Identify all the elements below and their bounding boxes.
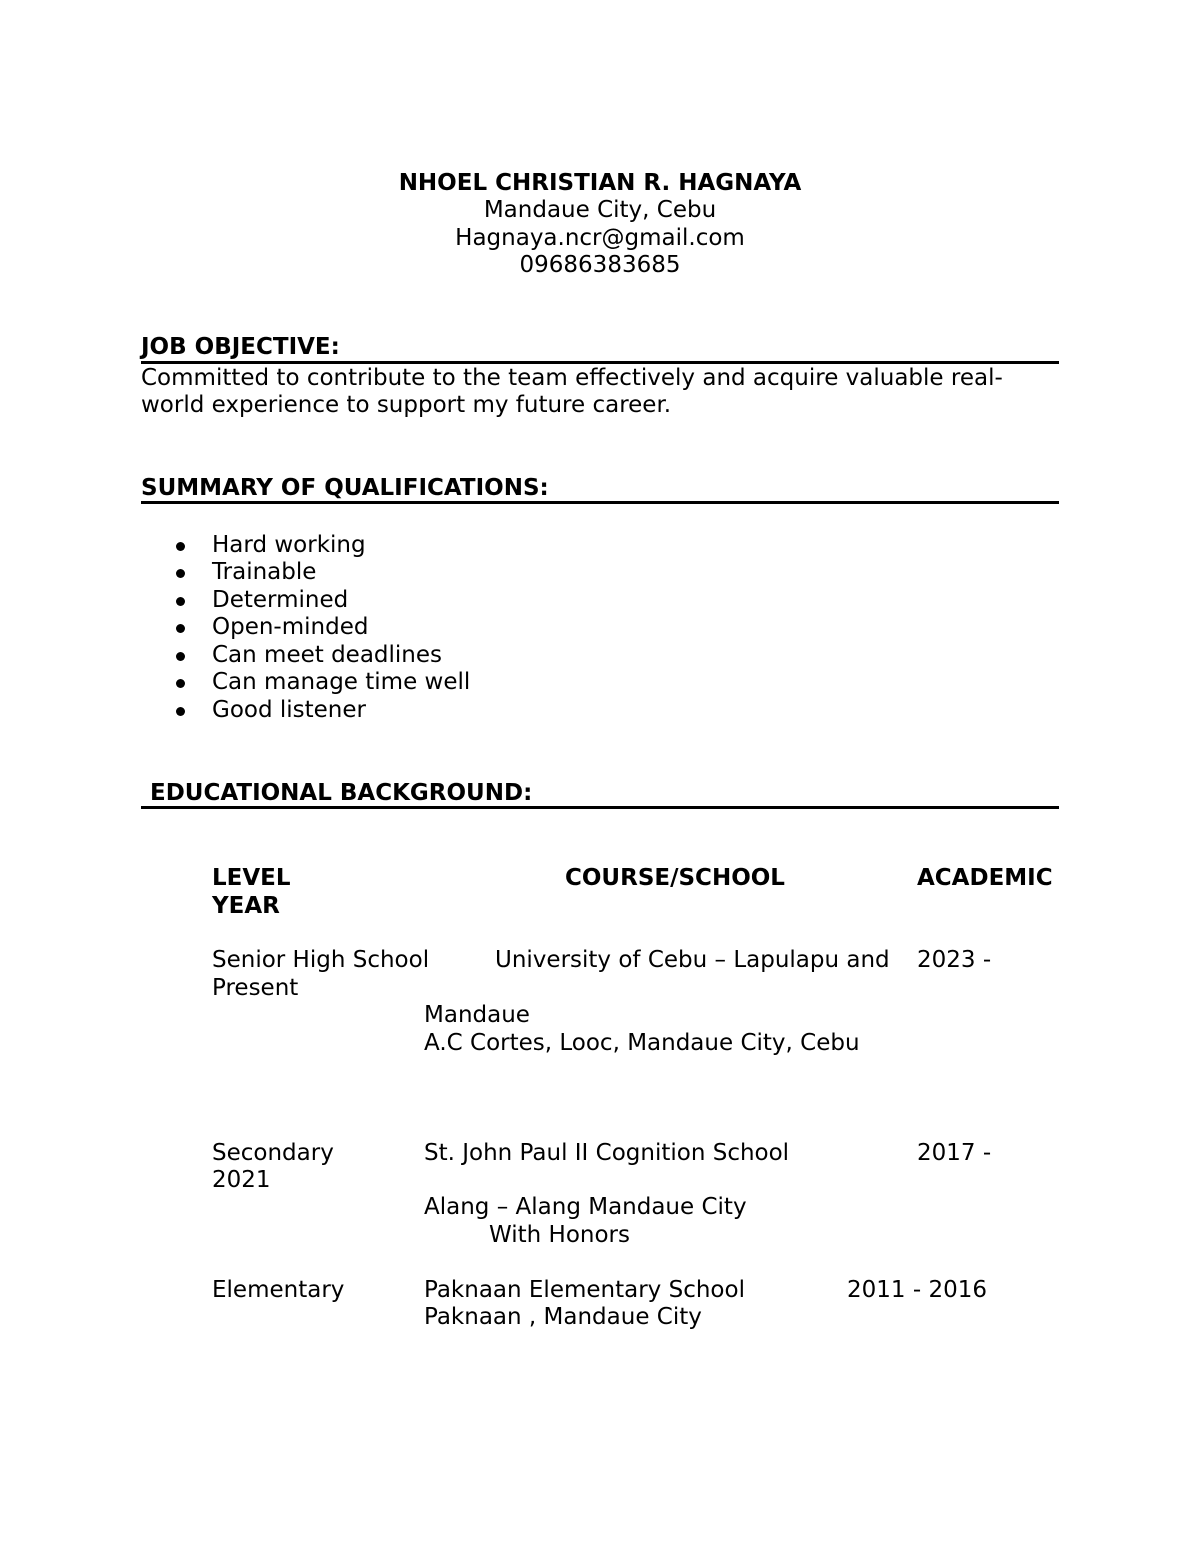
list-item: Can meet deadlines — [212, 642, 443, 668]
column-header-course: COURSE/SCHOOL — [565, 865, 785, 891]
bullet-icon — [176, 707, 185, 716]
list-item: Open-minded — [212, 614, 369, 640]
education-school-address: Paknaan , Mandaue City — [424, 1304, 702, 1330]
education-level: Senior High School — [212, 947, 430, 973]
bullet-icon — [176, 597, 185, 606]
education-year-start: 2017 - — [917, 1140, 992, 1166]
education-school-address: Alang – Alang Mandaue City — [424, 1194, 747, 1220]
applicant-name: NHOEL CHRISTIAN R. HAGNAYA — [398, 170, 802, 196]
applicant-email: Hagnaya.ncr@gmail.com — [455, 225, 745, 251]
education-school-cont: Mandaue — [424, 1002, 530, 1028]
education-school: University of Cebu – Lapulapu and — [495, 947, 890, 973]
list-item: Can manage time well — [212, 669, 471, 695]
bullet-icon — [176, 624, 185, 633]
education-heading: EDUCATIONAL BACKGROUND: — [150, 780, 533, 806]
column-header-level: LEVEL — [212, 865, 291, 891]
applicant-phone: 09686383685 — [519, 252, 681, 278]
education-school: Paknaan Elementary School — [424, 1277, 745, 1303]
education-level: Elementary — [212, 1277, 345, 1303]
bullet-icon — [176, 679, 185, 688]
bullet-icon — [176, 542, 185, 551]
education-honors: With Honors — [489, 1222, 630, 1248]
qualifications-rule — [141, 501, 1059, 504]
education-level: Secondary — [212, 1140, 334, 1166]
education-school-address: A.C Cortes, Looc, Mandaue City, Cebu — [424, 1030, 860, 1056]
list-item: Determined — [212, 587, 349, 613]
bullet-icon — [176, 652, 185, 661]
education-rule — [141, 806, 1059, 809]
job-objective-text-line1: Committed to contribute to the team effectively and acquire valuable real- — [141, 365, 1003, 391]
column-header-year: YEAR — [212, 893, 280, 919]
education-years: 2011 - 2016 — [847, 1277, 987, 1303]
job-objective-text-line2: world experience to support my future career. — [141, 392, 672, 418]
list-item: Hard working — [212, 532, 366, 558]
list-item: Trainable — [212, 559, 317, 585]
applicant-address: Mandaue City, Cebu — [483, 197, 717, 223]
job-objective-heading: JOB OBJECTIVE: — [141, 334, 340, 360]
list-item: Good listener — [212, 697, 366, 723]
education-school: St. John Paul II Cognition School — [424, 1140, 790, 1166]
bullet-icon — [176, 569, 185, 578]
education-year-start: 2023 - — [917, 947, 992, 973]
job-objective-rule — [141, 361, 1059, 364]
education-year-end: Present — [212, 975, 299, 1001]
education-year-end: 2021 — [212, 1167, 271, 1193]
column-header-academic: ACADEMIC — [917, 865, 1053, 891]
qualifications-heading: SUMMARY OF QUALIFICATIONS: — [141, 475, 549, 501]
